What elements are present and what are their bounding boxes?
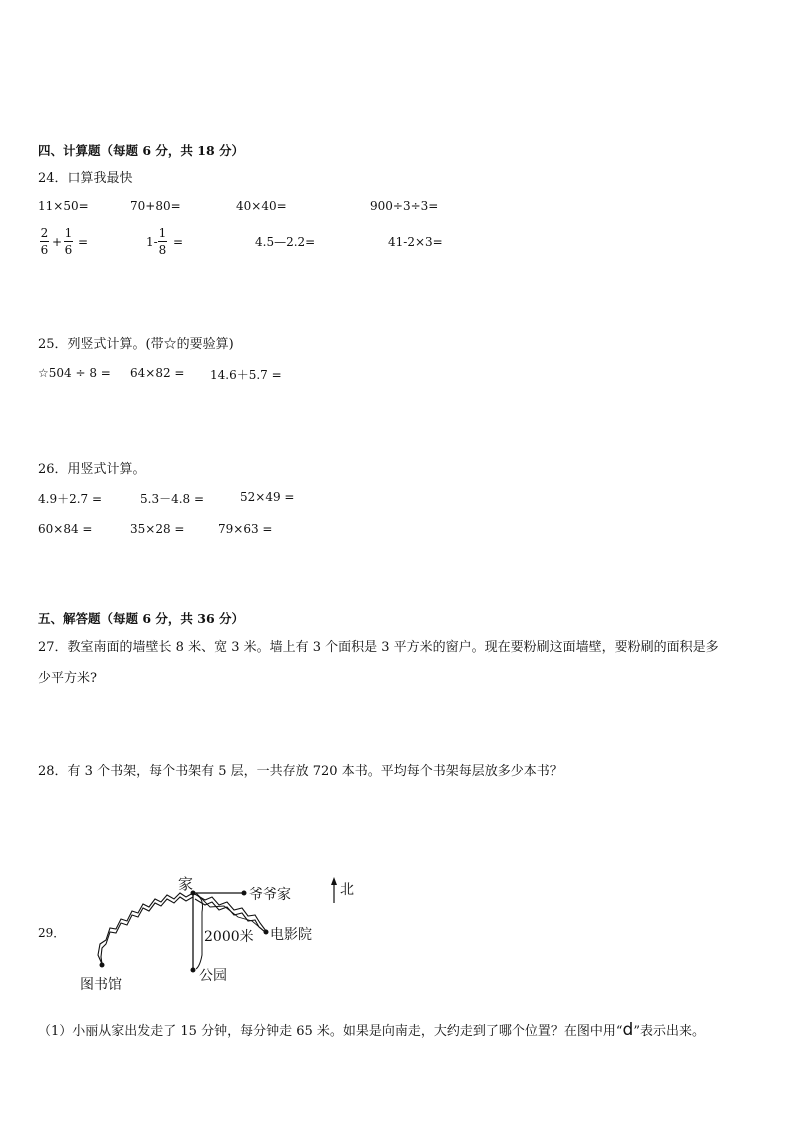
numerator: 1 — [158, 226, 167, 240]
q29-sub1-end: ”表示出来。 — [633, 1024, 705, 1039]
north-arrow-icon — [331, 877, 337, 885]
section-5-title: 五、解答题（每题 6 分，共 36 分） — [38, 611, 245, 626]
road-to-library-edge — [101, 897, 193, 964]
q26-item-2: 5.3－4.8 = — [140, 492, 205, 506]
q29-number: 29． — [38, 926, 66, 940]
q24-title: 24．口算我最快 — [38, 171, 133, 186]
q26-title: 26．用竖式计算。 — [38, 462, 146, 477]
operator: + — [52, 235, 63, 249]
q26-item-4: 60×84 = — [38, 522, 93, 536]
equals: = — [78, 235, 89, 249]
label-grandpa: 爷爷家 — [249, 887, 291, 903]
numerator: 1 — [64, 226, 73, 240]
label-north: 北 — [340, 882, 354, 898]
cinema-point — [264, 930, 269, 935]
q24-item-7: 4.5—2.2= — [255, 235, 316, 249]
numerator: 2 — [40, 226, 49, 240]
q28-text: 28．有 3 个书架，每个书架有 5 层，一共存放 720 本书。平均每个书架每层放多少本书？ — [38, 764, 563, 779]
denominator: 8 — [158, 243, 167, 257]
library-point — [100, 963, 105, 968]
q25-title: 25．列竖式计算。(带☆的要验算) — [38, 337, 234, 352]
q24-item-1: 11×50= — [38, 199, 89, 213]
q26-item-5: 35×28 = — [130, 522, 185, 536]
q25-item-2: 64×82 = — [130, 366, 185, 380]
denominator: 6 — [40, 243, 49, 257]
q24-item-3: 40×40= — [236, 199, 287, 213]
q25-item-3: 14.6＋5.7 = — [210, 368, 282, 382]
q24-item-2: 70+80= — [130, 199, 181, 213]
road-to-library — [98, 893, 193, 964]
q26-item-3: 52×49 = — [240, 490, 295, 504]
equals: = — [173, 235, 184, 249]
q24-item-4: 900÷3÷3= — [370, 199, 439, 213]
distance-bracket — [196, 896, 203, 969]
label-library: 图书馆 — [80, 977, 122, 993]
q27-line-1: 27．教室南面的墙壁长 8 米、宽 3 米。墙上有 3 个面积是 3 平方米的窗户。现在要粉刷这面墙壁，要粉刷的面积是多 — [38, 640, 719, 655]
label-home: 家 — [178, 875, 194, 893]
label-distance: 2000米 — [204, 929, 254, 945]
label-cinema: 电影院 — [270, 927, 312, 943]
grandpa-point — [242, 891, 247, 896]
section-4-title: 四、计算题（每题 6 分，共 18 分） — [38, 143, 245, 158]
operand: 1- — [146, 235, 158, 249]
q26-item-1: 4.9＋2.7 = — [38, 492, 103, 506]
q24-item-8: 41-2×3= — [388, 235, 443, 249]
label-park: 公园 — [199, 968, 227, 984]
q26-item-6: 79×63 = — [218, 522, 273, 536]
q29-sub1-mark: d — [622, 1020, 634, 1040]
q29-subquestion-1 — [38, 1020, 705, 1039]
q25-item-1: ☆504 ÷ 8 = — [38, 366, 111, 380]
park-point — [191, 968, 196, 973]
denominator: 6 — [64, 243, 73, 257]
q27-line-2: 少平方米? — [38, 671, 97, 686]
q29-sub1-text: （1）小丽从家出发走了 15 分钟，每分钟走 65 米。如果是向南走，大约走到了哪个位置？在图中用“ — [38, 1024, 623, 1039]
